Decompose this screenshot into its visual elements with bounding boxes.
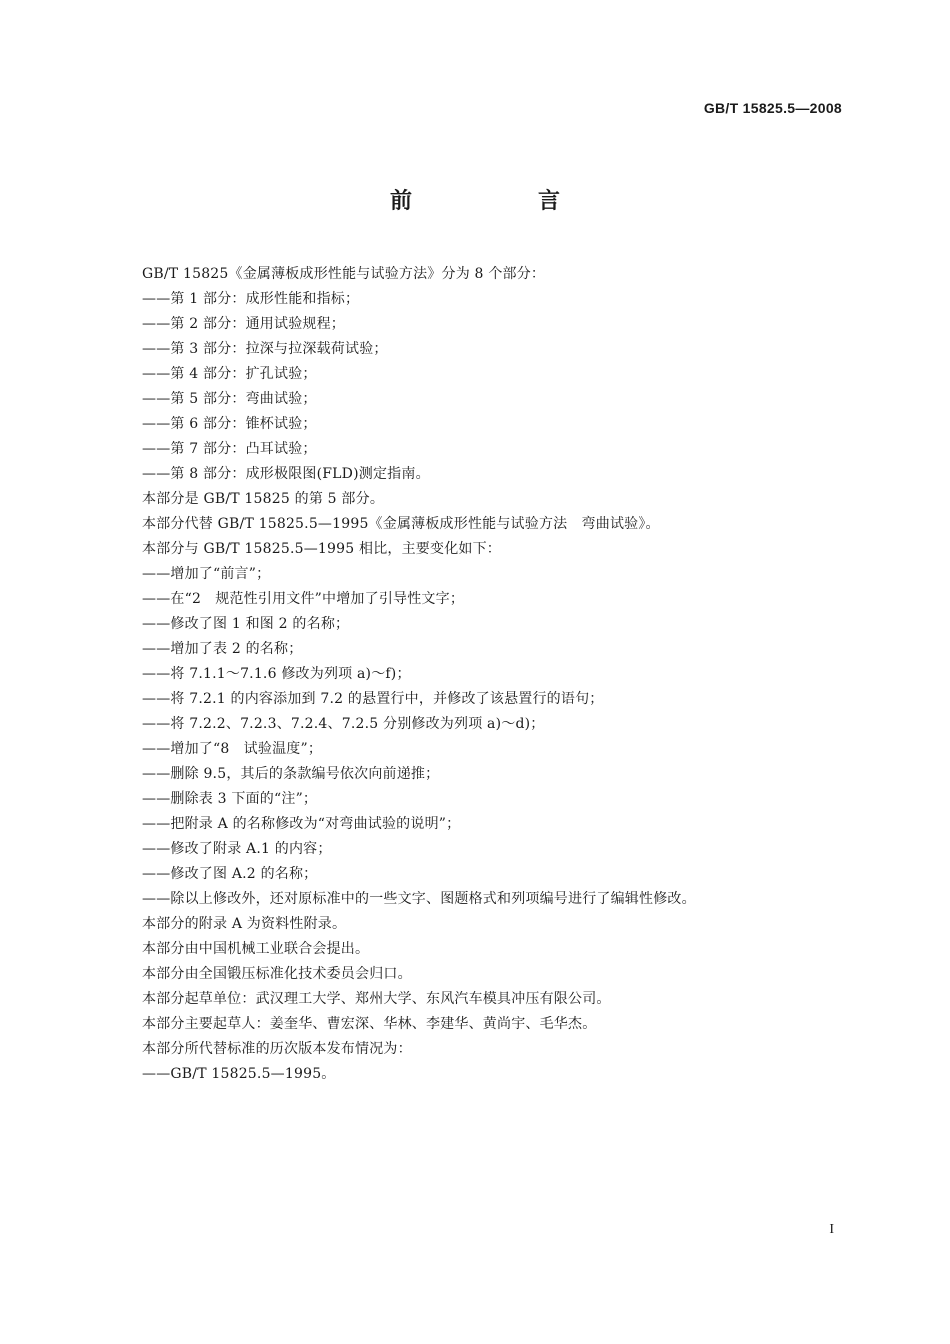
- list-item: ——增加了“前言”；: [142, 566, 271, 582]
- paragraph-line: 本部分代替 GB/T 15825.5—1995《金属薄板成形性能与试验方法 弯曲试验》。: [142, 516, 660, 532]
- paragraph-line: 本部分主要起草人：姜奎华、曹宏深、华林、李建华、黄尚宇、毛华杰。: [142, 1016, 597, 1032]
- list-item: ——第 1 部分：成形性能和指标；: [142, 291, 360, 307]
- list-item: ——把附录 A 的名称修改为“对弯曲试验的说明”；: [142, 816, 461, 832]
- paragraph-line: 本部分起草单位：武汉理工大学、郑州大学、东风汽车模具冲压有限公司。: [142, 991, 611, 1007]
- paragraph-line: 本部分由全国锻压标准化技术委员会归口。: [142, 966, 412, 982]
- paragraph-line: 本部分与 GB/T 15825.5—1995 相比，主要变化如下：: [142, 541, 501, 557]
- list-item: ——第 4 部分：扩孔试验；: [142, 366, 317, 382]
- list-item: ——增加了“8 试验温度”；: [142, 741, 323, 757]
- list-item: ——将 7.1.1～7.1.6 修改为列项 a)～f)；: [142, 666, 411, 682]
- paragraph-line: GB/T 15825《金属薄板成形性能与试验方法》分为 8 个部分：: [142, 266, 546, 282]
- list-item: ——删除表 3 下面的“注”；: [142, 791, 318, 807]
- standard-code: GB/T 15825.5—2008: [703, 100, 842, 116]
- list-item: ——除以上修改外，还对原标准中的一些文字、图题格式和列项编号进行了编辑性修改。: [142, 891, 696, 907]
- page-number: I: [829, 1222, 834, 1237]
- list-item: ——修改了附录 A.1 的内容；: [142, 841, 332, 857]
- list-item: ——修改了图 A.2 的名称；: [142, 866, 318, 882]
- page-title: 前 言: [389, 189, 612, 214]
- paragraph-line: 本部分由中国机械工业联合会提出。: [142, 941, 370, 957]
- list-item: ——在“2 规范性引用文件”中增加了引导性文字；: [142, 591, 465, 607]
- list-item: ——将 7.2.1 的内容添加到 7.2 的悬置行中，并修改了该悬置行的语句；: [142, 691, 604, 707]
- list-item: ——第 7 部分：凸耳试验；: [142, 441, 317, 457]
- list-item: ——删除 9.5，其后的条款编号依次向前递推；: [142, 766, 440, 782]
- list-item: ——第 8 部分：成形极限图(FLD)测定指南。: [142, 466, 430, 482]
- paragraph-line: 本部分的附录 A 为资料性附录。: [142, 916, 347, 932]
- list-item: ——增加了表 2 的名称；: [142, 641, 303, 657]
- paragraph-line: 本部分是 GB/T 15825 的第 5 部分。: [142, 491, 385, 507]
- list-item: ——修改了图 1 和图 2 的名称；: [142, 616, 350, 632]
- list-item: ——将 7.2.2、7.2.3、7.2.4、7.2.5 分别修改为列项 a)～d)；: [142, 716, 545, 732]
- list-item: ——GB/T 15825.5—1995。: [142, 1066, 336, 1082]
- list-item: ——第 3 部分：拉深与拉深载荷试验；: [142, 341, 388, 357]
- preface-body: [142, 262, 832, 1087]
- list-item: ——第 5 部分：弯曲试验；: [142, 391, 317, 407]
- paragraph-line: 本部分所代替标准的历次版本发布情况为：: [142, 1041, 412, 1057]
- list-item: ——第 2 部分：通用试验规程；: [142, 316, 346, 332]
- list-item: ——第 6 部分：锥杯试验；: [142, 416, 317, 432]
